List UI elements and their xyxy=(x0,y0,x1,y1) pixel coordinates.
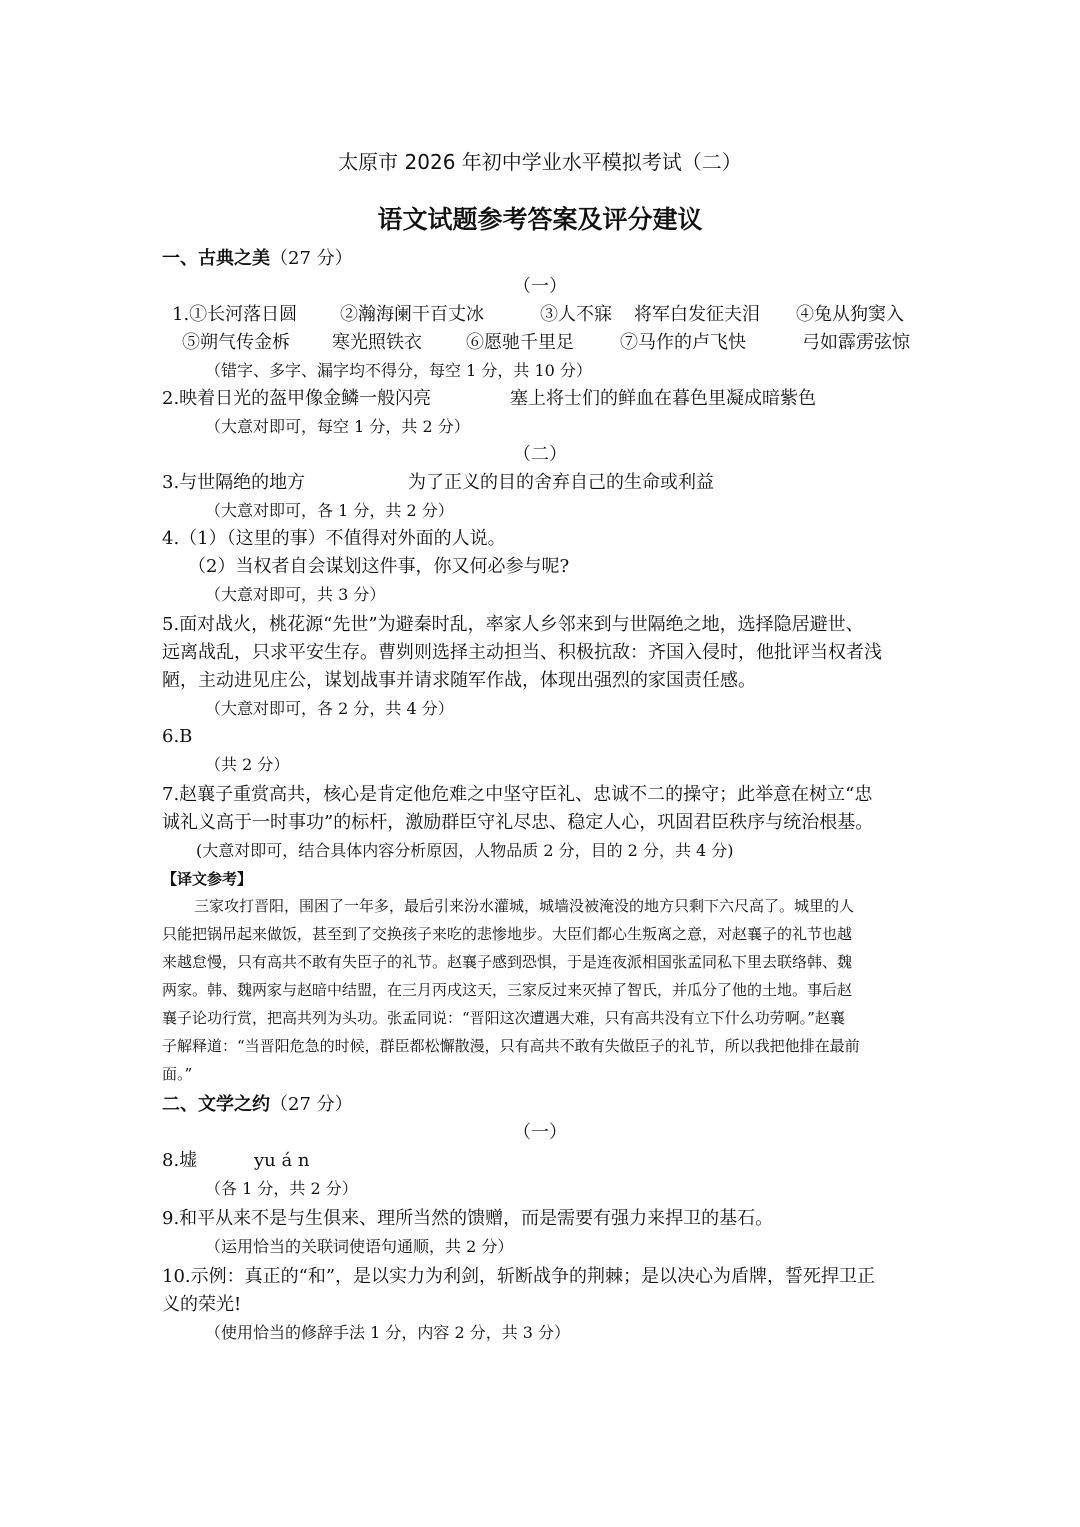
q1-answer: 1.①长河落日圆 xyxy=(172,304,298,325)
part-label: （一） xyxy=(513,276,567,297)
q1-answer: ③人不寐 xyxy=(540,304,612,325)
q1-answer: 弓如霹雳弦惊 xyxy=(802,332,910,353)
q7-line: 诚礼义高于一时事功”的标杆，激励群臣守礼尽忠、稳定人心，巩固君臣秩序与统治根基。 xyxy=(162,812,874,833)
translation-line: 襄子论功行赏，把高共列为头功。张孟同说：“晋阳这次遭遇大难，只有高共没有立下什么功劳啊。”赵襄 xyxy=(162,1009,845,1027)
q8-answer-b: yu á n xyxy=(254,1150,310,1171)
q8-scoring-note: （各 1 分，共 2 分） xyxy=(205,1179,358,1198)
section-heading-classical xyxy=(162,246,353,272)
translation-heading: 【译文参考】 xyxy=(162,870,253,888)
q7-scoring-note: (大意对即可，结合具体内容分析原因，人物品质 2 分，目的 2 分，共 4 分) xyxy=(196,841,734,860)
q6-scoring-note: （共 2 分） xyxy=(205,755,290,774)
q4-answer-2: （2）当权者自会谋划这件事，你又何必参与呢? xyxy=(188,556,570,577)
q5-line: 远离战乱，只求平安生存。曹刿则选择主动担当、积极抗敌：齐国入侵时，他批评当权者浅 xyxy=(162,642,882,663)
q5-line: 陋，主动进见庄公，谋划战事并请求随军作战，体现出强烈的家国责任感。 xyxy=(162,670,756,691)
translation-line: 面。” xyxy=(162,1065,193,1083)
q3-answer-a: 3.与世隔绝的地方 xyxy=(162,472,306,493)
q5-scoring-note: （大意对即可，各 2 分，共 4 分） xyxy=(205,699,454,718)
q1-answer: ②瀚海阑干百丈冰 xyxy=(340,304,484,325)
q2-answer-b: 塞上将士们的鲜血在暮色里凝成暗紫色 xyxy=(510,388,816,409)
q1-answer: 寒光照铁衣 xyxy=(332,332,422,353)
q7-line: 7.赵襄子重赏高共，核心是肯定他危难之中坚守臣礼、忠诚不二的操守；此举意在树立“忠 xyxy=(162,784,873,805)
q6-answer: 6.B xyxy=(162,726,193,747)
q9-answer: 9.和平从来不是与生俱来、理所当然的馈赠，而是需要有强力来捍卫的基石。 xyxy=(162,1208,774,1229)
section-points: （27 分） xyxy=(270,1094,353,1115)
part-label: （二） xyxy=(513,444,567,465)
q10-line: 义的荣光! xyxy=(162,1294,242,1315)
q4-scoring-note: （大意对即可，共 3 分） xyxy=(205,585,386,604)
q2-answer-a: 2.映着日光的盔甲像金鳞一般闪亮 xyxy=(162,388,432,409)
section-heading-literature xyxy=(162,1092,353,1118)
answer-key-title: 语文试题参考答案及评分建议 xyxy=(377,205,703,234)
q1-answer: ④兔从狗窦入 xyxy=(796,304,904,325)
translation-line: 子解释道：“当晋阳危急的时候，群臣都松懈散漫，只有高共不敢有失做臣子的礼节，所以我把他排在最前 xyxy=(162,1037,860,1055)
q10-scoring-note: （使用恰当的修辞手法 1 分，内容 2 分，共 3 分） xyxy=(205,1323,571,1342)
q1-row-2 xyxy=(182,330,932,356)
q1-answer: ⑥愿驰千里足 xyxy=(466,332,574,353)
q3-answer-b: 为了正义的目的舍弃自己的生命或利益 xyxy=(408,472,714,493)
q1-scoring-note: （错字、多字、漏字均不得分，每空 1 分，共 10 分） xyxy=(205,361,592,380)
exam-title: 太原市 2026 年初中学业水平模拟考试（二） xyxy=(338,150,742,174)
translation-line: 两家。韩、魏两家与赵暗中结盟，在三月丙戌这天，三家反过来灭掉了智氏，并瓜分了他的土地。事后赵 xyxy=(162,981,853,999)
translation-line: 来越怠慢，只有高共不敢有失臣子的礼节。赵襄子感到恐惧，于是连夜派相国张孟同私下里去联络韩、魏 xyxy=(162,953,853,971)
section-heading-text: 二、文学之约 xyxy=(162,1094,270,1115)
section-heading-text: 一、古典之美 xyxy=(162,248,270,269)
q2-scoring-note: （大意对即可，每空 1 分，共 2 分） xyxy=(205,417,470,436)
q5-line: 5.面对战火，桃花源“先世”为避秦时乱，率家人乡邻来到与世隔绝之地，选择隐居避世、 xyxy=(162,614,864,635)
translation-line: 三家攻打晋阳，围困了一年多，最后引来汾水灌城，城墙没被淹没的地方只剩下六尺高了。城里的人 xyxy=(194,897,855,915)
q1-answer: ⑤朔气传金柝 xyxy=(182,332,290,353)
q9-scoring-note: （运用恰当的关联词使语句通顺，共 2 分） xyxy=(205,1237,514,1256)
q1-answer: 将军白发征夫泪 xyxy=(634,304,760,325)
q3-scoring-note: （大意对即可，各 1 分，共 2 分） xyxy=(205,501,454,520)
section-points: （27 分） xyxy=(270,248,353,269)
q10-line: 10.示例：真正的“和”，是以实力为利剑，斩断战争的荆棘；是以决心为盾牌，誓死捍卫正 xyxy=(162,1266,876,1287)
translation-line: 只能把锅吊起来做饭，甚至到了交换孩子来吃的悲惨地步。大臣们都心生叛离之意，对赵襄子的礼节也越 xyxy=(162,925,853,943)
q4-answer-1: 4.（1）（这里的事）不值得对外面的人说。 xyxy=(162,528,506,549)
q1-row-1 xyxy=(172,302,932,328)
part-label: （一） xyxy=(513,1122,567,1143)
q8-answer-a: 8.墟 xyxy=(162,1150,198,1171)
q1-answer: ⑦马作的卢飞快 xyxy=(620,332,746,353)
